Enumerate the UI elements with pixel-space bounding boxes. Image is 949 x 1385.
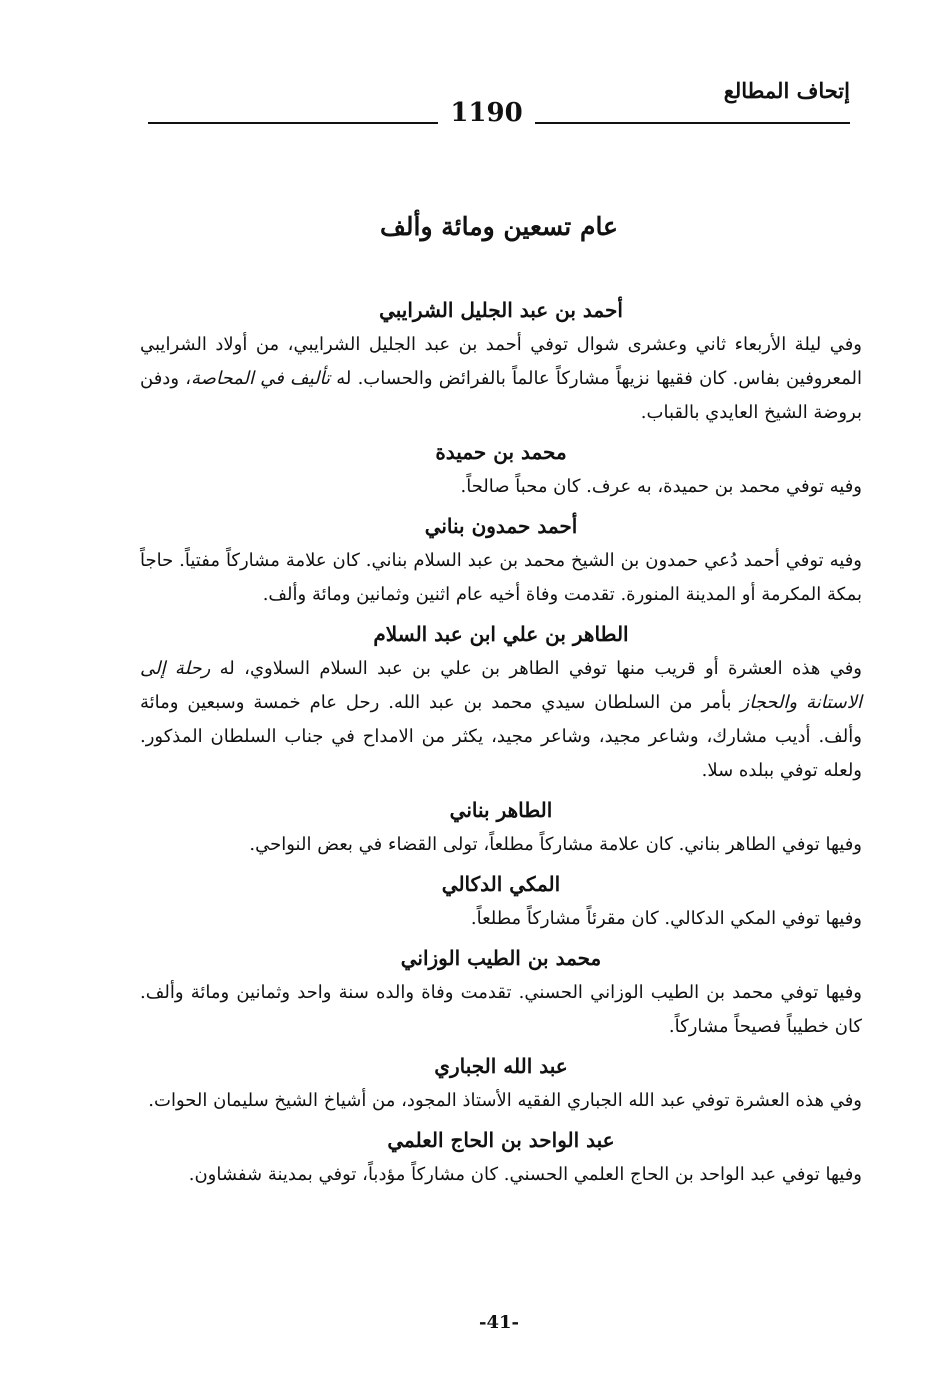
entry (140, 940, 862, 1044)
entry-text: وفي هذه العشرة توفي عبد الله الجباري الفقيه الأستاذ المجود، من أشياخ الشيخ سليمان الحوات. (148, 1090, 862, 1111)
entry-heading: محمد بن حميدة (435, 440, 567, 464)
entry (140, 792, 862, 862)
entry-heading: محمد بن الطيب الوزاني (400, 946, 602, 970)
entry-heading: الطاهر بن علي ابن عبد السلام (373, 622, 629, 646)
entry-text: وفيها توفي عبد الواحد بن الحاج العلمي الحسني. كان مشاركاً مؤدباً، توفي بمدينة شفشاون. (188, 1164, 862, 1185)
entry (140, 1048, 862, 1118)
entry-text: وفيه توفي أحمد دُعي حمدون بن الشيخ محمد بن عبد السلام بناني. كان علامة مشاركاً مفتياً. حاجاً بمكة المكرمة أو المدينة المنورة. تقدمت وفاة أخيه عام اثنين وثمانين ومائة وألف. (140, 550, 862, 605)
entry-heading: المكي الدكالي (441, 872, 561, 896)
entry-text: وفيها توفي المكي الدكالي. كان مقرئاً مشاركاً مطلعاً. (470, 908, 862, 929)
entry (140, 508, 862, 612)
entry-heading: أحمد بن عبد الجليل الشرايبي (379, 298, 623, 322)
book-title-italic: رحلة إلى الاستانة والحجاز (140, 658, 862, 713)
entry-heading: عبد الواحد بن الحاج العلمي (387, 1128, 615, 1152)
entry-text: وفي هذه العشرة أو قريب منها توفي الطاهر بن علي بن عبد السلام السلاوي، له رحلة إلى الاستانة والحجاز بأمر من السلطان سيدي محمد بن عبد الله. رحل عام خمسة وسبعين ومائة وألف. أديب مشارك، وشاعر مجيد، وشاعر مجيد، يكثر من الامداح في جناب السلطان المذكور. ولعله توفي ببلده سلا. (140, 658, 862, 781)
entry-text: وفيها توفي الطاهر بناني. كان علامة مشاركاً مطلعاً، تولى القضاء في بعض النواحي. (249, 834, 862, 855)
entry (140, 866, 862, 936)
header-rule-right (535, 122, 850, 124)
entry (140, 616, 862, 788)
header-rule-left (148, 122, 438, 124)
entry (140, 434, 862, 504)
entry-heading: عبد الله الجباري (434, 1054, 568, 1078)
entry (140, 1122, 862, 1192)
entry (140, 292, 862, 430)
entries-list (140, 292, 862, 1196)
entry-heading: أحمد حمدون بناني (424, 514, 578, 538)
entry-text: وفيه توفي محمد بن حميدة، به عرف. كان محباً صالحاً. (460, 476, 862, 497)
section-title: عام تسعين ومائة وألف (380, 212, 618, 241)
header-year: 1190 (450, 98, 523, 128)
book-title-italic: تأليف في المحاصة (191, 368, 331, 389)
entry-text: وفيها توفي محمد بن الطيب الوزاني الحسني. تقدمت وفاة والده سنة واحد وثمانين ومائة وألف. كان خطيباً فصيحاً مشاركاً. (140, 982, 862, 1037)
running-header-title: إتحاف المطالع (723, 78, 850, 103)
entry-heading: الطاهر بناني (449, 798, 553, 822)
entry-text: وفي ليلة الأربعاء ثاني وعشرى شوال توفي أحمد بن عبد الجليل الشرايبي، من أولاد الشرايبي المعروفين بفاس. كان فقيها نزيهاً مشاركاً عالماً بالفرائض والحساب. له تأليف في المحاصة، ودفن بروضة الشيخ العايدي بالقباب. (140, 334, 862, 423)
page-number: -41- (479, 1312, 519, 1333)
